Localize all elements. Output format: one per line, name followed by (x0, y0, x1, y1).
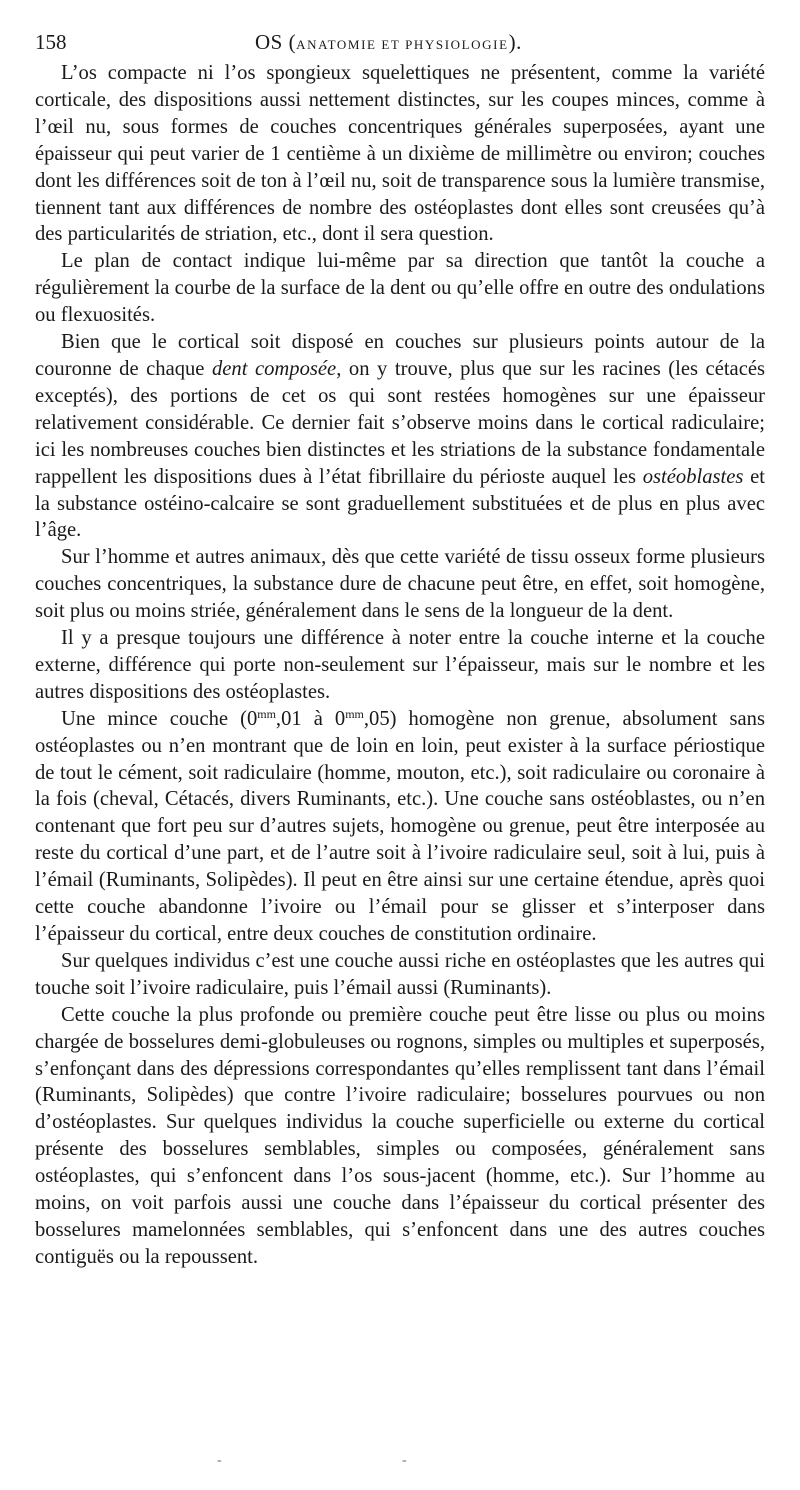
running-title-main: OS ( (255, 30, 297, 54)
italic-term-dent-composee: dent composée (212, 357, 337, 380)
paragraph-3-part-1: Bien que le cortical soit disposé en couches sur plusieurs points autour de la couronne de chaque (35, 331, 765, 380)
running-title-smallcaps: ANATOMIE ET PHYSIOLOGIE (296, 37, 509, 52)
footer-mark-right: - (402, 1453, 407, 1468)
body-text (35, 60, 765, 1271)
footer-mark-left: - (217, 1453, 222, 1468)
paragraph-1: L’os compacte ni l’os spongieux squelettiques ne présentent, comme la variété corticale, des dispositions aussi nettement distinctes, sur les coupes minces, comme à l’œil nu, sous formes de couches concentriques générales superposées, ayant une épaisseur qui peut varier de 1 centième à un dixième de millimètre ou environ; couches dont les différences soit de ton à l’œil nu, soit de transparence sous la lumière transmise, tiennent tant aux différences de nombre des ostéoplastes dont elles sont creusées qu’à des particularités de striation, etc., dont il sera question. (35, 62, 765, 246)
paragraph-8: Cette couche la plus profonde ou première couche peut être lisse ou plus ou moins chargée de bosselures demi-globuleuses ou rognons, simples ou multiples et superposés, s’enfonçant dans des dépressions correspondantes qu’elles remplissent tant dans l’émail (Ruminants, Solipèdes) que contre l’ivoire radiculaire; bosselures pourvues ou non d’ostéoplastes. Sur quelques individus la couche superficielle ou externe du cortical présente des bosselures semblables, simples ou composées, généralement sans ostéoplastes, qui s’enfoncent dans l’os sous-jacent (homme, etc.). Sur l’homme au moins, on voit parfois aussi une couche dans l’épaisseur du cortical présenter des bosselures mamelonnées semblables, qui s’enfoncent dans une des autres couches contiguës ou la repoussent. (35, 1003, 765, 1268)
paragraph-6 (35, 706, 765, 948)
paragraph-4: Sur l’homme et autres animaux, dès que cette variété de tissu osseux forme plusieurs couches concentriques, la substance dure de chacune peut être, en effet, soit homogène, soit plus ou moins striée, généralement dans le sens de la longueur de la dent. (35, 546, 765, 623)
paragraph-6-part-1: Une mince couche (0 (61, 707, 258, 730)
paragraph-3-part-3: et la substance ostéino-calcaire se sont graduellement substituées et de plus en plus avec l’âge. (35, 465, 765, 542)
paragraph-6-part-3: ,05) homogène non grenue, absolument sans ostéoplastes ou n’en montrant que de loin en loin, peut exister à la surface périostique de tout le cément, soit radiculaire (homme, mouton, etc.), soit radiculaire ou coronaire à la fois (cheval, Cétacés, divers Ruminants, etc.). Une couche sans ostéoblastes, ou n’en contenant que fort peu sur d’autres sujets, homogène ou grenue, peut être interposée au reste du cortical d’une part, et de l’autre soit à l’ivoire radiculaire seul, soit à lui, puis à l’émail (Ruminants, Solipèdes). Il peut en être ainsi sur une certaine étendue, après quoi cette couche abandonne l’ivoire ou l’émail pour se glisser et s’interposer dans l’épaisseur du cortical, entre deux couches de constitution ordinaire. (35, 707, 765, 945)
paragraph-7: Sur quelques individus c’est une couche aussi riche en ostéoplastes que les autres qui touche soit l’ivoire radiculaire, puis l’émail aussi (Ruminants). (35, 949, 765, 999)
page-number: 158 (35, 30, 67, 54)
running-title-end: ). (508, 30, 522, 54)
book-page (35, 26, 765, 1271)
paragraph-3-part-2: , on y trouve, plus que sur les racines (les cétacés exceptés), des portions de cet os qui sont restées homogènes sur une épaisseur relativement considérable. Ce dernier fait s’observe moins dans le cortical radiculaire; ici les nombreuses couches bien distinctes et les striations de la substance fondamentale rappellent les dispositions dues à l’état fibrillaire du périoste auquel les (35, 357, 765, 488)
italic-term-osteoblastes: ostéoblastes (642, 465, 744, 488)
unit-superscript-mm: mm (257, 706, 276, 721)
paragraph-2: Le plan de contact indique lui-même par sa direction que tantôt la couche a régulièrement la courbe de la surface de la dent ou qu’elle offre en outre des ondulations ou flexuosités. (35, 250, 765, 327)
unit-superscript-mm: mm (345, 706, 364, 721)
running-title (255, 30, 522, 55)
paragraph-3 (35, 329, 765, 544)
running-header (35, 26, 765, 60)
paragraph-6-part-2: ,01 à 0 (275, 707, 346, 730)
paragraph-5: Il y a presque toujours une différence à noter entre la couche interne et la couche externe, différence qui porte non-seulement sur l’épaisseur, mais sur le nombre et les autres dispositions des ostéoplastes. (35, 627, 765, 703)
